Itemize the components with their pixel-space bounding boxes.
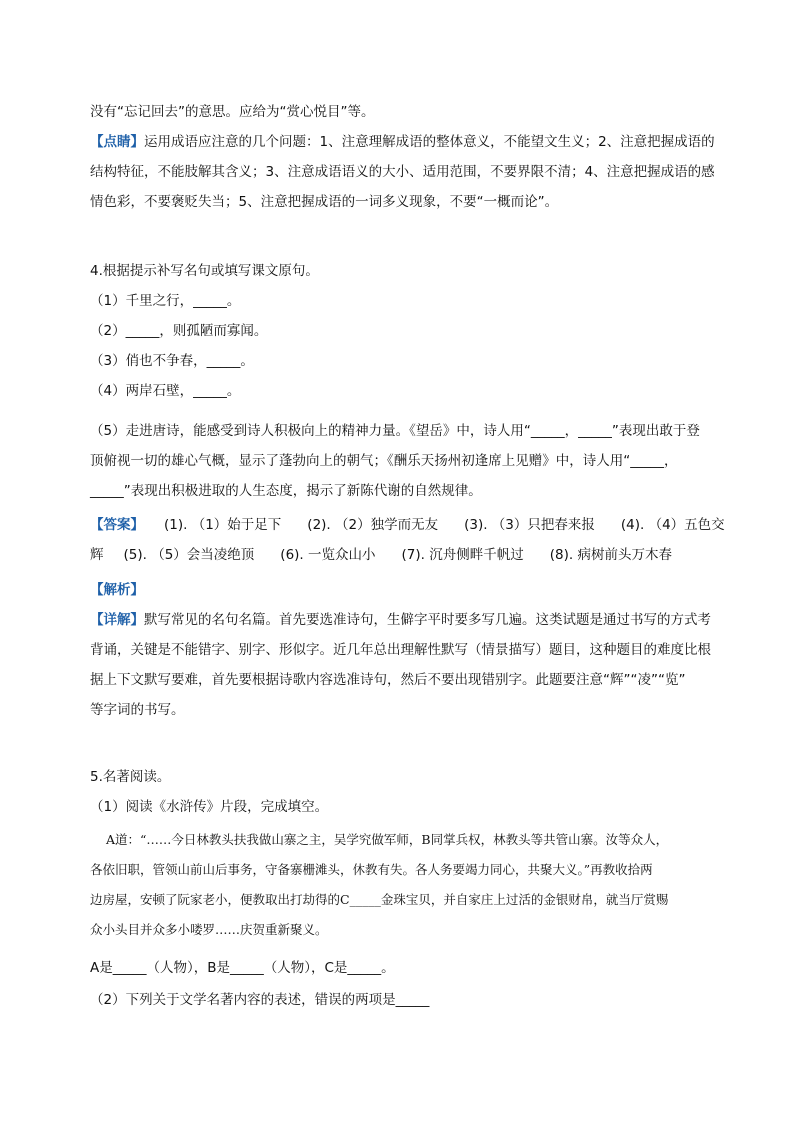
question-item: （5）走进唐诗，能感受到诗人积极向上的精神力量。《望岳》中，诗人用“_____，_____”表现出敢于登 <box>90 423 700 439</box>
text-line: 结构特征，不能肢解其含义；3、注意成语语义的大小、适用范围，不要界限不清；4、注意把握成语的感 <box>90 164 715 180</box>
xiangjie-tag: 【详解】 <box>90 612 144 628</box>
question-item: （3）俏也不争春，_____。 <box>90 353 254 369</box>
text-line: 据上下文默写要难，首先要根据诗歌内容选准诗句，然后不要出现错别字。此题要注意“辉”“凌”“览” <box>90 672 686 688</box>
quote-line: 边房屋，安顿了阮家老小，便教取出打劫得的C_____金珠宝贝，并自家庄上过活的金银财帛，就当厅赏赐 <box>90 892 669 907</box>
answer-tag: 【答案】 <box>90 517 144 533</box>
dianjing-tag: 【点睛】 <box>90 134 144 150</box>
answer-item: (7). 沉舟侧畔千帆过 <box>401 547 524 563</box>
question-title: 5.名著阅读。 <box>90 769 171 785</box>
xiangjie-paragraph-line <box>90 610 710 630</box>
answer-item: (1). （1）始于足下 <box>164 517 282 533</box>
answer-item: (2). （2）独学而无友 <box>307 517 439 533</box>
question-item: （1）千里之行，_____。 <box>90 293 241 309</box>
text-line: 等字词的书写。 <box>90 702 185 718</box>
text-line: _____”表现出积极进取的人生态度，揭示了新陈代谢的自然规律。 <box>90 483 482 499</box>
quote-line: 各依旧职，管领山前山后事务，守备寨栅滩头，休教有失。各人务要竭力同心，共聚大义。”再教收拾两 <box>90 862 653 877</box>
text-line: 没有“忘记回去”的意思。应给为“赏心悦目”等。 <box>90 104 375 120</box>
answer-item: (8). 病树前头万木春 <box>549 547 672 563</box>
text-line: 背诵，关键是不能错字、别字、形似字。近几年总出理解性默写（情景描写）题目，这种题目的难度比根 <box>90 642 711 658</box>
answer-item: 辉 <box>90 547 104 563</box>
question-item: （2）_____，则孤陋而寡闻。 <box>90 323 268 339</box>
answer-item: (4). （4）五色交 <box>620 517 725 533</box>
question-title: 4.根据提示补写名句或填写课文原句。 <box>90 263 319 279</box>
jiexi-tag: 【解析】 <box>90 582 144 598</box>
question-item: （1）阅读《水浒传》片段，完成填空。 <box>90 799 329 815</box>
dianjing-paragraph-line <box>90 132 715 152</box>
answer-row <box>90 515 725 535</box>
quote-line: A道：“……今日林教头扶我做山寨之主，吴学究做军师，B同掌兵权，林教头等共管山寨。汝等众人， <box>106 832 669 847</box>
quote-line: 众小头目并众多小喽罗……庆贺重新聚义。 <box>90 922 328 937</box>
fill-blank-line: A是_____（人物），B是_____（人物），C是_____。 <box>90 960 395 976</box>
question-item: （4）两岸石壁，_____。 <box>90 383 241 399</box>
question-item: （2）下列关于文学名著内容的表述，错误的两项是_____ <box>90 992 430 1008</box>
text-span: 默写常见的名句名篇。首先要选准诗句，生僻字平时要多写几遍。这类试题是通过书写的方式考 <box>144 612 711 628</box>
answer-item: (6). 一览众山小 <box>280 547 376 563</box>
answer-item: (5). （5）会当凌绝顶 <box>123 547 255 563</box>
answer-row <box>90 545 710 565</box>
answer-item: (3). （3）只把春来报 <box>464 517 595 533</box>
jiexi-heading <box>90 580 710 600</box>
text-line: 顶俯视一切的雄心气概，显示了蓬勃向上的朝气；《酬乐天扬州初逢席上见赠》中，诗人用“_____， <box>90 453 678 469</box>
text-span: 运用成语应注意的几个问题：1、注意理解成语的整体意义，不能望文生义；2、注意把握成语的 <box>144 134 715 150</box>
text-line: 情色彩，不要褒贬失当；5、注意把握成语的一词多义现象，不要“一概而论”。 <box>90 194 559 210</box>
